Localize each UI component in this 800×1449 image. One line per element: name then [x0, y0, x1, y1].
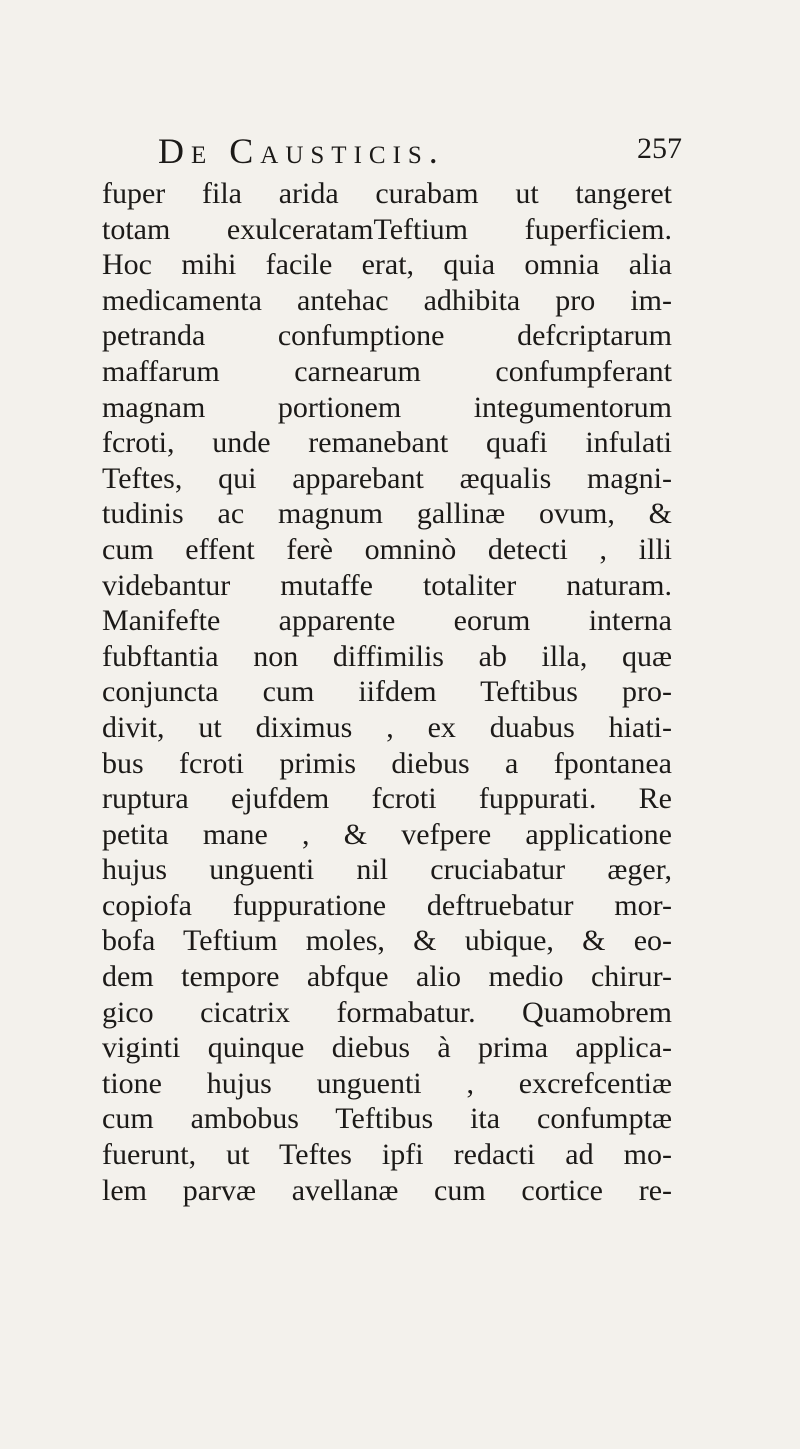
text-line: Manifefte apparente eorum interna: [102, 604, 672, 638]
text-line: tione hujus unguenti , excrefcentiæ: [102, 1066, 672, 1100]
text-line: dem tempore abfque alio medio chirur-: [102, 960, 672, 994]
text-line: bofa Teftium moles, & ubique, & eo-: [102, 924, 672, 958]
text-line: fuper fila arida curabam ut tangeret: [102, 177, 672, 210]
text-line: totam exulceratamTeftium fuperficiem.: [102, 212, 672, 246]
text-line: fcroti, unde remanebant quafi infulati: [102, 426, 672, 460]
page-number: 257: [637, 132, 682, 165]
text-line: lem parvæ avellanæ cum cortice re-: [102, 1173, 672, 1207]
text-line: fubftantia non diffimilis ab illa, quæ: [102, 639, 672, 673]
text-line: petranda confumptione defcriptarum: [102, 319, 672, 353]
text-line: fuerunt, ut Teftes ipfi redacti ad mo-: [102, 1138, 672, 1172]
text-line: divit, ut diximus , ex duabus hiati-: [102, 710, 672, 744]
text-line: magnam portionem integumentorum: [102, 390, 672, 424]
text-line: Hoc mihi facile erat, quia omnia alia: [102, 248, 672, 282]
text-line: bus fcroti primis diebus a fpontanea: [102, 746, 672, 780]
text-line: ruptura ejufdem fcroti fuppurati. Re: [102, 782, 672, 816]
text-line: cum ambobus Teftibus ita confumptæ: [102, 1102, 672, 1136]
text-line: copiofa fuppuratione deftruebatur mor-: [102, 888, 672, 922]
text-line: medicamenta antehac adhibita pro im-: [102, 283, 672, 317]
running-head: [0, 130, 800, 180]
text-line: tudinis ac magnum gallinæ ovum, &: [102, 497, 672, 531]
text-line: cum effent ferè omninò detecti , illi: [102, 532, 672, 566]
text-line: petita mane , & vefpere applicatione: [102, 817, 672, 851]
text-line: Teftes, qui apparebant æqualis magni-: [102, 461, 672, 495]
running-title: De Causticis.: [158, 131, 445, 171]
text-line: videbantur mutaffe totaliter naturam.: [102, 568, 672, 602]
text-line: maffarum carnearum confumpferant: [102, 354, 672, 388]
text-line: conjuncta cum iifdem Teftibus pro-: [102, 675, 672, 709]
text-line: gico cicatrix formabatur. Quamobrem: [102, 995, 672, 1029]
text-line: viginti quinque diebus à prima applica-: [102, 1031, 672, 1065]
text-line: hujus unguenti nil cruciabatur æger,: [102, 853, 672, 887]
body-text: [102, 176, 672, 1208]
